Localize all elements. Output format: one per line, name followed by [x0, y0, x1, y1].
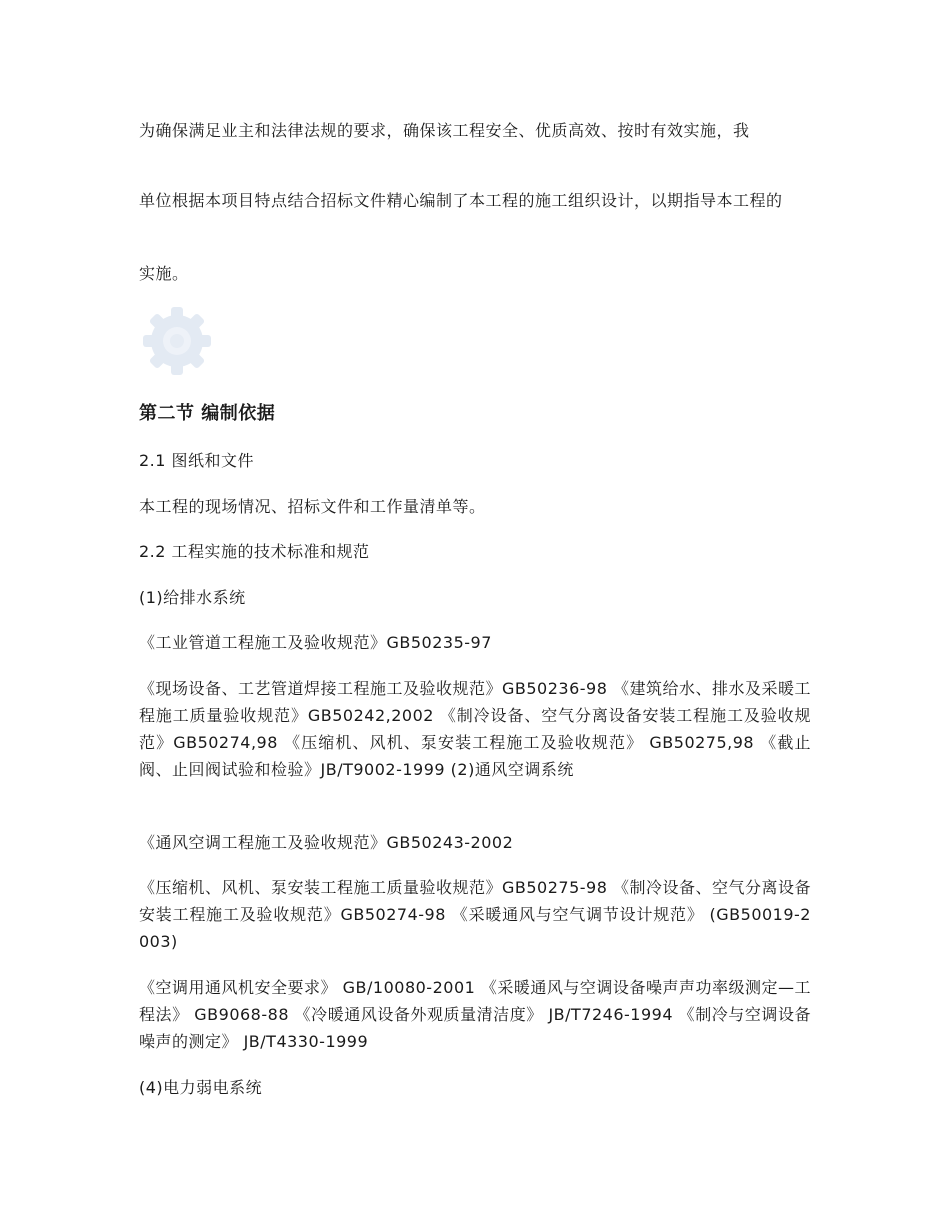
intro-line-1: 为确保满足业主和法律法规的要求，确保该工程安全、优质高效、按时有效实施，我: [139, 121, 750, 140]
subsection-2-2-title: 2.2 工程实施的技术标准和规范: [139, 542, 370, 561]
item-2-standards-block-1: 《压缩机、风机、泵安装工程施工质量验收规范》GB50275-98 《制冷设备、空气分离设备安装工程施工及验收规范》GB50274-98 《采暖通风与空气调节设计规范》 (GB50019-2003): [139, 878, 811, 951]
intro-line-3: 实施。: [139, 264, 189, 283]
item-1-standards-block: 《现场设备、工艺管道焊接工程施工及验收规范》GB50236-98 《建筑给水、排水及采暖工程施工质量验收规范》GB50242,2002 《制冷设备、空气分离设备安装工程施工及验收规范》GB50274,98 《压缩机、风机、泵安装工程施工及验收规范》 GB50275,98 《截止阀、止回阀试验和检验》JB/T9002-1999 (2)通风空调系统: [139, 679, 811, 779]
item-2-standard-1: 《通风空调工程施工及验收规范》GB50243-2002: [139, 833, 514, 852]
subsection-2-1-title: 2.1 图纸和文件: [139, 451, 255, 470]
item-2-standards-block-2: 《空调用通风机安全要求》 GB/10080-2001 《采暖通风与空调设备噪声声功率级测定—工程法》 GB9068-88 《冷暖通风设备外观质量清洁度》 JB/T7246-1994 《制冷与空调设备噪声的测定》 JB/T4330-1999: [139, 978, 811, 1051]
item-4-title: (4)电力弱电系统: [139, 1078, 263, 1097]
intro-line-2: 单位根据本项目特点结合招标文件精心编制了本工程的施工组织设计，以期指导本工程的: [139, 191, 783, 210]
gear-badge-icon: [139, 303, 215, 379]
item-1-title: (1)给排水系统: [139, 588, 246, 607]
section-title: 第二节 编制依据: [139, 403, 276, 424]
item-1-standard-1: 《工业管道工程施工及验收规范》GB50235-97: [139, 633, 492, 652]
subsection-2-1-text: 本工程的现场情况、招标文件和工作量清单等。: [139, 497, 486, 516]
